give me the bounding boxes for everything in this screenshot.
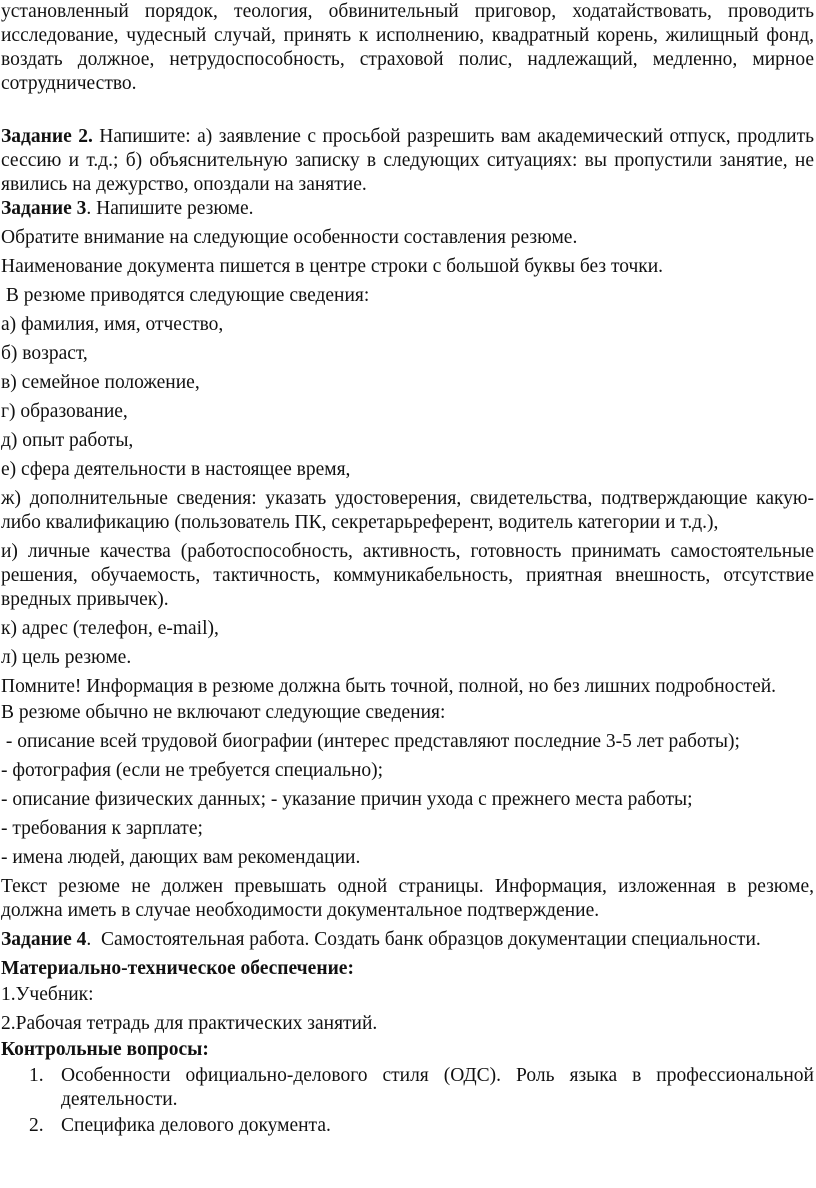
question-text: Специфика делового документа. xyxy=(61,1115,331,1136)
materials-heading xyxy=(1,957,814,981)
exclude-item: - имена людей, дающих вам рекомендации. xyxy=(1,847,361,868)
resume-item: г) образование, xyxy=(1,401,128,422)
question-text: Особенности официально-делового стиля (ОДС). Роль языка в профессиональной деятельности. xyxy=(61,1065,814,1110)
task-3-label: Задание 3 xyxy=(1,198,87,219)
exclude-item: - описание всей трудовой биографии (интерес представляют последние 3-5 лет работы); xyxy=(1,731,740,752)
question-item xyxy=(1,1064,814,1112)
resume-item: д) опыт работы, xyxy=(1,430,134,451)
question-number: 2. xyxy=(29,1115,44,1136)
resume-item: а) фамилия, имя, отчество, xyxy=(1,314,224,335)
exclude-item: - фотография (если не требуется специально); xyxy=(1,760,384,781)
task-2-paragraph xyxy=(1,125,814,197)
resume-item: в) семейное положение, xyxy=(1,372,200,393)
task-3-text: . Напишите резюме. xyxy=(86,198,254,219)
task-4-paragraph xyxy=(1,928,814,952)
materials-item: 2.Рабочая тетрадь для практических занятий. xyxy=(1,1013,378,1034)
task-3-paragraph xyxy=(1,197,814,221)
intro-paragraph: установленный порядок, теология, обвинительный приговор, ходатайствовать, проводить исследование, чудесный случай, принять к исполнению, квадратный корень, жилищный фонд, воздать должное, нетрудоспособность, страховой полис, надлежащий, медленно, мирное сотрудничество. xyxy=(1,1,814,94)
materials-heading-text: Материально-техническое обеспечение: xyxy=(1,958,354,979)
resume-item: л) цель резюме. xyxy=(1,647,132,668)
remember-line: Помните! Информация в резюме должна быть точной, полной, но без лишних подробностей. xyxy=(1,676,777,697)
resume-item: ж) дополнительные сведения: указать удостоверения, свидетельства, подтверждающие какую-либо квалификацию (пользователь ПК, секретарьреферент, водитель категории и т.д.), xyxy=(1,488,814,533)
task-2-label: Задание 2. xyxy=(1,126,93,147)
resume-item: к) адрес (телефон, e-mail), xyxy=(1,618,219,639)
questions-heading-text: Контрольные вопросы: xyxy=(1,1039,209,1060)
closing-paragraph: Текст резюме не должен превышать одной страницы. Информация, изложенная в резюме, должна иметь в случае необходимости документальное подтверждение. xyxy=(1,876,814,921)
question-number: 1. xyxy=(29,1065,44,1086)
note-line: Наименование документа пишется в центре строки с большой буквы без точки. xyxy=(1,256,664,277)
note-line: В резюме приводятся следующие сведения: xyxy=(1,285,370,306)
resume-item: и) личные качества (работоспособность, активность, готовность принимать самостоятельные решения, обучаемость, тактичность, коммуникабельность, приятная внешность, отсутствие вредных привычек). xyxy=(1,541,814,610)
task-4-label: Задание 4 xyxy=(1,929,87,950)
resume-item: е) сфера деятельности в настоящее время, xyxy=(1,459,351,480)
task-2-text: Напишите: а) заявление с просьбой разрешить вам академический отпуск, продлить сессию и т.д.; б) объяснительную записку в следующих ситуациях: вы пропустили занятие, не явились на дежурство, опоздали на занятие. xyxy=(1,126,814,195)
exclude-intro: В резюме обычно не включают следующие сведения: xyxy=(1,702,446,723)
resume-item: б) возраст, xyxy=(1,343,88,364)
questions-heading xyxy=(1,1038,814,1062)
task-4-text: . Самостоятельная работа. Создать банк образцов документации специальности. xyxy=(86,929,761,950)
questions-list xyxy=(1,1064,814,1138)
materials-item: 1.Учебник: xyxy=(1,984,94,1005)
question-item xyxy=(1,1114,814,1138)
note-line: Обратите внимание на следующие особенности составления резюме. xyxy=(1,227,578,248)
exclude-item: - описание физических данных; - указание причин ухода с прежнего места работы; xyxy=(1,789,693,810)
exclude-item: - требования к зарплате; xyxy=(1,818,203,839)
